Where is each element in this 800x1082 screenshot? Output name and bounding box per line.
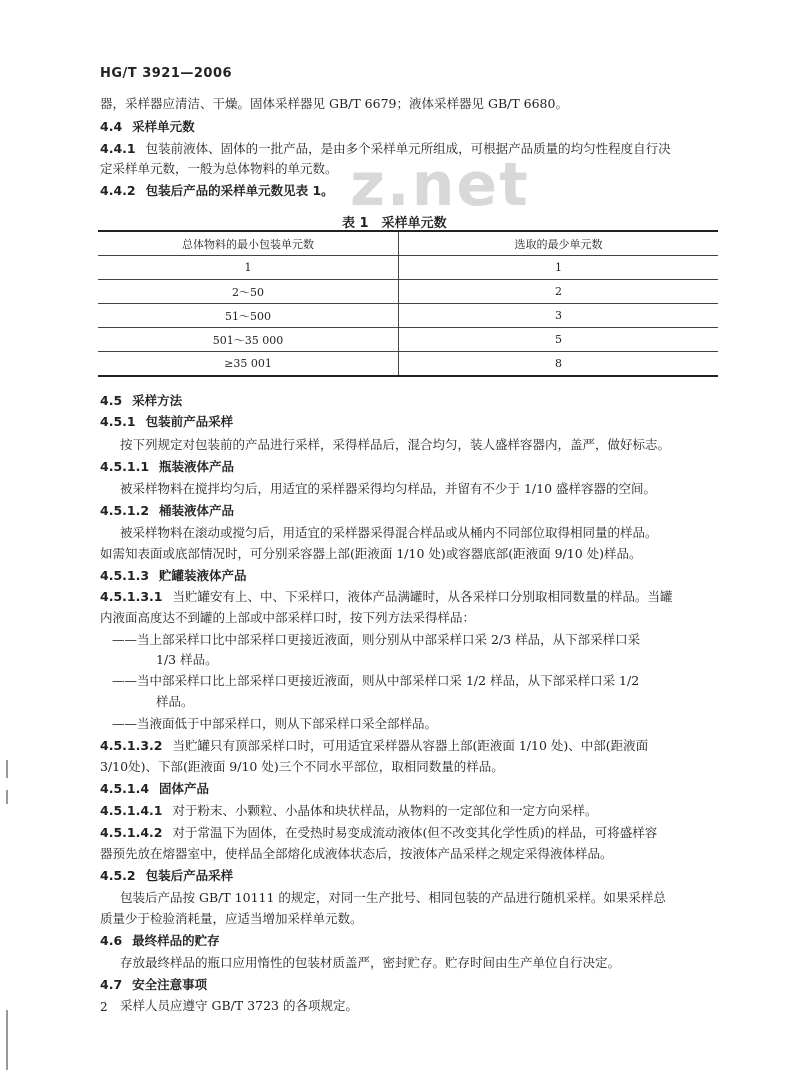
line-text: 当贮罐只有顶部采样口时，可用适宜采样器从容器上部(距液面 1/10 处)、中部(距液面 <box>172 738 649 753</box>
clause-number: 4.4.2 <box>100 183 136 198</box>
clause-number: 4.5.1.3.1 <box>100 589 163 604</box>
body-line <box>100 161 338 177</box>
body-line <box>100 96 568 112</box>
clause-number: 4.5 <box>100 393 123 408</box>
body-line <box>112 673 639 689</box>
line-text: 如需知表面或底部情况时，可分别采容器上部(距液面 1/10 处)或容器底部(距液面 9/10 处)样品。 <box>100 546 642 561</box>
clause-number: 4.5.1.2 <box>100 503 150 518</box>
line-text: 包装后产品按 GB/T 10111 的规定，对同一生产批号、相同包装的产品进行随机采样。如果采样总 <box>120 890 666 905</box>
body-line <box>100 803 598 819</box>
line-text: 按下列规定对包装前的产品进行采样，采得样品后，混合均匀，装人盛样容器内，盖严，做好标志。 <box>120 437 671 452</box>
body-line <box>100 911 363 927</box>
line-text: 被采样物料在滚动或搅匀后，用适宜的采样器采得混合样品或从桶内不同部位取得相同量的样品。 <box>120 525 658 540</box>
body-line <box>100 589 673 605</box>
table-cell: 5 <box>399 328 719 352</box>
clause-number: 4.5.2 <box>100 868 136 883</box>
line-text: 固体产品 <box>159 781 210 796</box>
line-text: 包装后产品的采样单元数见表 1。 <box>145 183 334 198</box>
table-cell: 2～50 <box>98 280 399 304</box>
clause-number: 4.5.1.3.2 <box>100 738 163 753</box>
line-text: 器，采样器应清洁、干燥。固体采样器见 GB/T 6679；液体采样器见 GB/T 6680。 <box>100 96 568 111</box>
clause-number: 4.5.1.4.2 <box>100 825 163 840</box>
body-line <box>100 610 475 626</box>
line-text: 1/3 样品。 <box>156 652 218 667</box>
table-header-cell: 选取的最少单元数 <box>399 231 719 256</box>
line-text: 当贮罐安有上、中、下采样口，液体产品满罐时，从各采样口分别取相同数量的样品。当罐 <box>172 589 673 604</box>
section-heading <box>100 503 234 519</box>
page-number: 2 <box>100 1000 108 1014</box>
table-cell: 3 <box>399 304 719 328</box>
clause-number: 4.4.1 <box>100 141 136 156</box>
line-text: 包装前产品采样 <box>145 414 234 429</box>
clause-number: 4.5.1 <box>100 414 136 429</box>
table-cell: 8 <box>399 352 719 377</box>
section-heading <box>100 183 334 199</box>
body-line <box>120 890 666 906</box>
table-cell: 1 <box>98 256 399 280</box>
line-text: 包装前液体、固体的一批产品，是由多个采样单元所组成，可根据产品质量的均匀性程度自行决 <box>145 141 671 156</box>
clause-number: 4.5.1.1 <box>100 459 150 474</box>
body-line <box>112 716 437 732</box>
section-heading <box>100 868 233 884</box>
table-header-cell: 总体物料的最小包装单元数 <box>98 231 399 256</box>
body-line <box>120 998 358 1014</box>
line-text: 内液面高度达不到罐的上部或中部采样口时，按下列方法采得样品： <box>100 610 476 625</box>
watermark: z.net <box>350 150 530 220</box>
table-cell: ≥35 001 <box>98 352 399 377</box>
body-line <box>120 481 656 497</box>
table-cell: 501～35 000 <box>98 328 399 352</box>
section-heading <box>100 977 207 993</box>
line-text: ——当中部采样口比上部采样口更接近液面，则从中部采样口采 1/2 样品，从下部采样口采 1/2 <box>112 673 640 688</box>
body-line <box>156 652 218 668</box>
table-row <box>98 328 718 352</box>
line-text: 被采样物料在搅拌均匀后，用适宜的采样器采得均匀样品，并留有不少于 1/10 盛样容器的空间。 <box>120 481 657 496</box>
table-cell: 2 <box>399 280 719 304</box>
table-row <box>98 256 718 280</box>
body-line <box>120 437 670 453</box>
sampling-units-table <box>98 230 718 377</box>
scan-edge-mark <box>6 1010 8 1070</box>
body-line <box>100 546 642 562</box>
standard-header: HG/T 3921—2006 <box>100 66 233 81</box>
line-text: 采样单元数 <box>132 119 195 134</box>
body-line <box>100 846 613 862</box>
body-line <box>120 525 658 541</box>
line-text: 最终样品的贮存 <box>132 933 220 948</box>
clause-number: 4.7 <box>100 977 123 992</box>
body-line <box>100 825 657 841</box>
line-text: 采样方法 <box>132 393 183 408</box>
section-heading <box>100 414 233 430</box>
table-cell: 51～500 <box>98 304 399 328</box>
line-text: ——当上部采样口比中部采样口更接近液面，则分别从中部采样口采 2/3 样品，从下部采样口采 <box>112 632 641 647</box>
clause-number: 4.4 <box>100 119 123 134</box>
body-line <box>112 632 640 648</box>
table-row <box>98 280 718 304</box>
section-heading <box>100 781 209 797</box>
section-heading <box>100 459 234 475</box>
clause-number: 4.5.1.4 <box>100 781 150 796</box>
line-text: 定采样单元数，一般为总体物料的单元数。 <box>100 161 338 176</box>
body-line <box>100 738 648 754</box>
section-heading <box>100 568 247 584</box>
clause-number: 4.5.1.4.1 <box>100 803 163 818</box>
body-line <box>120 955 620 971</box>
body-line <box>100 759 504 775</box>
table-cell: 1 <box>399 256 719 280</box>
line-text: 采样人员应遵守 GB/T 3723 的各项规定。 <box>120 998 358 1013</box>
table-row <box>98 304 718 328</box>
body-line <box>156 694 194 710</box>
line-text: 器预先放在熔器室中，使样品全部熔化成液体状态后，按液体产品采样之规定采得液体样品。 <box>100 846 613 861</box>
line-text: 存放最终样品的瓶口应用惰性的包装材质盖严，密封贮存。贮存时间由生产单位自行决定。 <box>120 955 621 970</box>
line-text: 贮罐装液体产品 <box>159 568 247 583</box>
section-heading <box>100 119 195 135</box>
line-text: ——当液面低于中部采样口，则从下部采样口采全部样品。 <box>112 716 438 731</box>
line-text: 对于常温下为固体，在受热时易变成流动液体(但不改变其化学性质)的样品，可将盛样容 <box>172 825 658 840</box>
line-text: 安全注意事项 <box>132 977 208 992</box>
body-line <box>100 141 671 157</box>
section-heading <box>100 393 182 409</box>
line-text: 3/10处)、下部(距液面 9/10 处)三个不同水平部位，取相同数量的样品。 <box>100 759 504 774</box>
line-text: 质量少于检验消耗量，应适当增加采样单元数。 <box>100 911 363 926</box>
scan-edge-mark <box>6 790 8 804</box>
line-text: 包装后产品采样 <box>145 868 234 883</box>
table-row <box>98 352 718 377</box>
line-text: 对于粉末、小颗粒、小晶体和块状样品，从物料的一定部位和一定方向采样。 <box>172 803 598 818</box>
scan-edge-mark <box>6 760 8 778</box>
line-text: 桶装液体产品 <box>159 503 235 518</box>
line-text: 样品。 <box>156 694 194 709</box>
table-caption: 表 1 采样单元数 <box>342 216 447 231</box>
clause-number: 4.6 <box>100 933 123 948</box>
clause-number: 4.5.1.3 <box>100 568 150 583</box>
section-heading <box>100 933 220 949</box>
line-text: 瓶装液体产品 <box>159 459 235 474</box>
table-header-row <box>98 231 718 256</box>
